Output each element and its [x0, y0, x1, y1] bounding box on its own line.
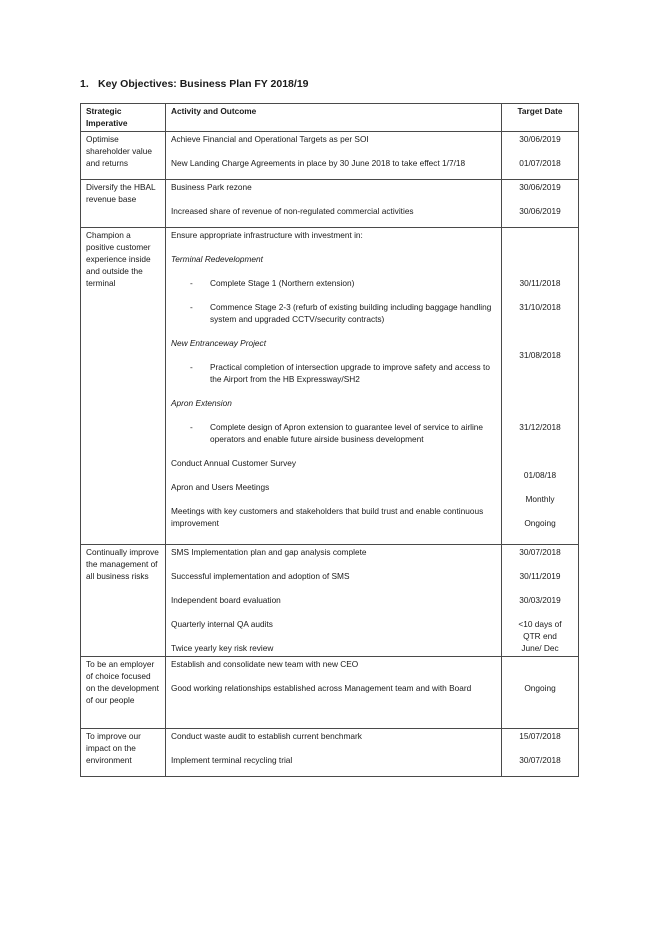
target-cell — [502, 228, 579, 545]
bullet-item — [171, 421, 496, 445]
target-date: 30/03/2019 — [519, 595, 561, 605]
bullet-item — [171, 361, 496, 385]
table-row — [81, 180, 579, 228]
target-date: 30/11/2018 — [519, 278, 561, 288]
target-date: 30/06/2019 — [519, 206, 561, 216]
target-date: 30/06/2019 — [519, 134, 561, 144]
header-target: Target Date — [502, 104, 579, 132]
target-date: Ongoing — [524, 518, 556, 528]
bullet-dash: - — [190, 422, 193, 432]
imperative-cell: Continually improve the management of all business risks — [81, 545, 166, 657]
activity-item: Establish and consolidate new team with new CEO — [171, 659, 359, 669]
activity-cell — [166, 545, 502, 657]
imperative-cell: Diversify the HBAL revenue base — [81, 180, 166, 228]
table-row — [81, 729, 579, 777]
activity-cell — [166, 132, 502, 180]
target-cell — [502, 545, 579, 657]
apron-heading: Apron Extension — [171, 398, 232, 408]
activity-item: Complete design of Apron extension to guarantee level of service to airline operators and enable future airside business development — [210, 422, 484, 444]
target-date: Ongoing — [524, 683, 556, 693]
table-header-row — [81, 104, 579, 132]
target-date: 30/07/2018 — [519, 755, 561, 765]
section-number: 1. — [80, 78, 89, 90]
target-date: 30/11/2019 — [519, 571, 561, 581]
activity-item: Good working relationships established across Management team and with Board — [171, 683, 472, 693]
activity-item: Meetings with key customers and stakeholders that build trust and enable continuous improvement — [171, 506, 484, 528]
target-date: 01/07/2018 — [519, 158, 561, 168]
target-cell — [502, 180, 579, 228]
activity-item: Twice yearly key risk review — [171, 643, 274, 653]
activity-item: Conduct Annual Customer Survey — [171, 458, 296, 468]
table-row — [81, 657, 579, 729]
target-cell — [502, 729, 579, 777]
target-date: Monthly — [525, 494, 555, 504]
bullet-item — [171, 301, 496, 325]
bullet-item — [171, 277, 496, 289]
target-date: 31/10/2018 — [519, 302, 561, 312]
activity-cell — [166, 729, 502, 777]
imperative-cell: Champion a positive customer experience inside and outside the terminal — [81, 228, 166, 545]
table-row — [81, 545, 579, 657]
activity-item: Quarterly internal QA audits — [171, 619, 273, 629]
header-imperative: Strategic Imperative — [81, 104, 166, 132]
activity-item: SMS Implementation plan and gap analysis complete — [171, 547, 367, 557]
section-heading — [80, 78, 309, 90]
activity-intro: Ensure appropriate infrastructure with investment in: — [171, 230, 363, 240]
activity-item: Implement terminal recycling trial — [171, 755, 293, 765]
imperative-cell: Optimise shareholder value and returns — [81, 132, 166, 180]
table-row — [81, 228, 579, 545]
activity-item: Conduct waste audit to establish current benchmark — [171, 731, 362, 741]
activity-item: Successful implementation and adoption of SMS — [171, 571, 350, 581]
target-date: 30/07/2018 — [519, 547, 561, 557]
activity-item: Practical completion of intersection upgrade to improve safety and access to the Airport from the HB Expressway/SH2 — [210, 362, 490, 384]
activity-cell — [166, 657, 502, 729]
bullet-dash: - — [190, 302, 193, 312]
activity-item: Apron and Users Meetings — [171, 482, 270, 492]
activity-item: Commence Stage 2-3 (refurb of existing building including baggage handling system and upgraded CCTV/security contracts) — [210, 302, 492, 324]
section-title: Key Objectives: Business Plan FY 2018/19 — [98, 78, 309, 90]
activity-item: Complete Stage 1 (Northern extension) — [210, 278, 355, 288]
activity-item: Business Park rezone — [171, 182, 252, 192]
bullet-dash: - — [190, 362, 193, 372]
activity-item: Increased share of revenue of non-regulated commercial activities — [171, 206, 414, 216]
activity-item: Achieve Financial and Operational Targets as per SOI — [171, 134, 369, 144]
target-date: 31/12/2018 — [519, 422, 561, 432]
target-cell — [502, 657, 579, 729]
objectives-table — [80, 103, 579, 777]
activity-cell — [166, 180, 502, 228]
imperative-cell: To improve our impact on the environment — [81, 729, 166, 777]
activity-cell — [166, 228, 502, 545]
target-cell — [502, 132, 579, 180]
activity-item: Independent board evaluation — [171, 595, 281, 605]
header-activity: Activity and Outcome — [166, 104, 502, 132]
target-date: 31/08/2018 — [519, 350, 561, 360]
terminal-heading: Terminal Redevelopment — [171, 254, 263, 264]
target-date: June/ Dec — [521, 643, 559, 653]
target-date: 15/07/2018 — [519, 731, 561, 741]
entranceway-heading: New Entranceway Project — [171, 338, 266, 348]
target-date: 30/06/2019 — [519, 182, 561, 192]
imperative-cell: To be an employer of choice focused on the development of our people — [81, 657, 166, 729]
table-row — [81, 132, 579, 180]
target-date: <10 days of QTR end — [518, 619, 562, 641]
bullet-dash: - — [190, 278, 193, 288]
target-date: 01/08/18 — [523, 470, 557, 480]
activity-item: New Landing Charge Agreements in place by 30 June 2018 to take effect 1/7/18 — [171, 158, 466, 168]
